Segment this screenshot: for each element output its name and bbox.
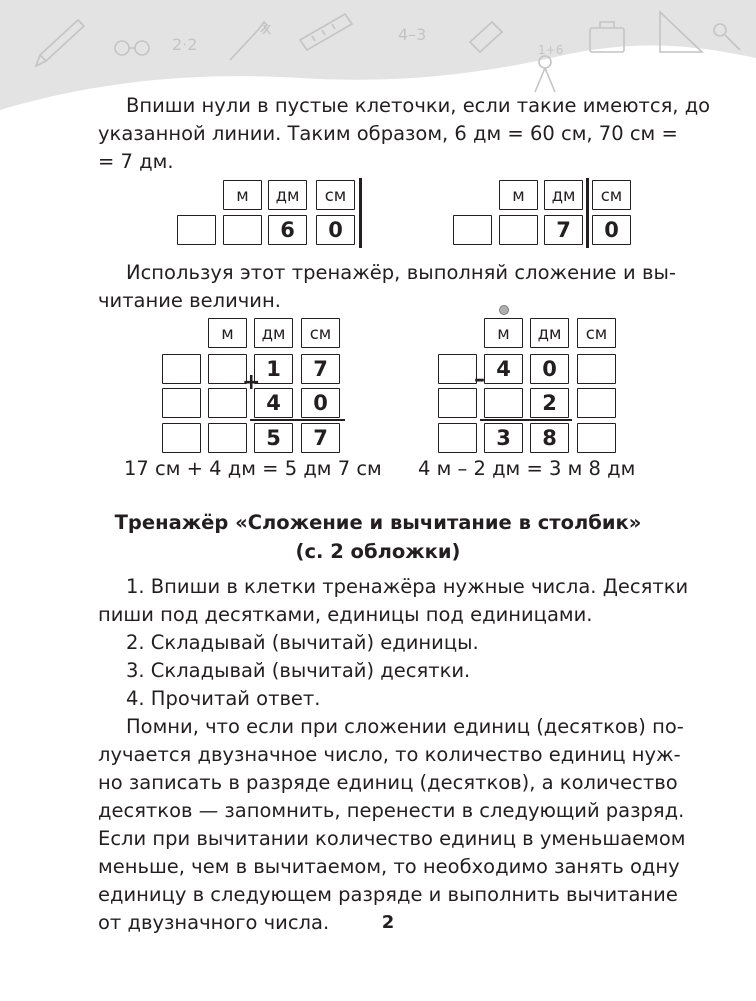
digit-cell [499,215,538,245]
digit-cell [162,388,201,418]
section-title [60,508,696,566]
doodle-text-2: x [262,19,272,38]
digit-cell [484,388,523,418]
trainer-line: читание величин. [98,289,281,312]
body-line: 3. Складывай (вычитай) десятки. [126,659,471,682]
section-title-line: Тренажёр «Сложение и вычитание в столбик» [114,511,642,534]
page-number: 2 [381,912,395,933]
body-line: 4. Прочитай ответ. [126,687,321,710]
trainer-line: Используя этот тренажёр, выполняй сложение и вы- [126,261,676,284]
body-line: лучается двузначное число, то количество единиц нуж- [98,743,681,766]
intro-line: Впиши нули в пустые клеточки, если такие имеются, до [126,94,711,117]
compass-icon [535,56,555,92]
unit-label-dm: дм [268,180,307,210]
trainer-paragraph [98,259,676,315]
digit-cell: 2 [530,388,569,418]
body-line: но записать в разряде единиц (десятков), а количество [98,771,678,794]
digit-cell: 7 [544,215,583,245]
boundary-line [359,178,362,248]
unit-label-m: м [223,180,262,210]
unit-label-cm: см [301,318,340,348]
unit-label-cm: см [577,318,616,348]
digit-cell: 5 [254,423,293,453]
digit-cell: 0 [530,354,569,384]
digit-cell [577,354,616,384]
unit-label-m: м [484,318,523,348]
intro-paragraph [98,92,711,176]
body-line: Если при вычитании количество единиц в уменьшаемом [98,827,686,850]
unit-label-dm: дм [530,318,569,348]
plus-sign: + [242,370,261,395]
unit-label-cm: см [316,180,355,210]
body-line: 2. Складывай (вычитай) единицы. [126,631,479,654]
digit-cell [177,215,216,245]
digit-cell: 4 [484,354,523,384]
digit-cell [162,354,201,384]
digit-cell: 0 [301,388,340,418]
unit-label-m: м [208,318,247,348]
unit-label-m: м [499,180,538,210]
doodle-text-3: 4–3 [398,25,427,44]
difference-line [480,419,572,421]
digit-cell [223,215,262,245]
digit-cell: 6 [268,215,307,245]
digit-cell: 7 [301,354,340,384]
digit-cell [438,388,477,418]
instructions-body [98,573,689,937]
doodle-text-1: 2·2 [172,35,198,54]
doodle-text-4: 1+6 [538,43,564,57]
intro-line: указанной линии. Таким образом, 6 дм = 60 см, 70 см = [98,122,678,145]
body-line: Помни, что если при сложении единиц (десятков) по- [126,715,684,738]
digit-cell: 7 [301,423,340,453]
digit-cell [577,423,616,453]
digit-cell: 0 [592,215,631,245]
digit-cell [453,215,492,245]
digit-cell: 4 [254,388,293,418]
body-line: пиши под десятками, единицы под единицами. [98,603,593,626]
digit-cell [162,423,201,453]
body-line: 1. Впиши в клетки тренажёра нужные числа. Десятки [126,575,689,598]
digit-cell [577,388,616,418]
body-line: десятков — запомнить, перенести в следующий разряд. [98,799,685,822]
unit-label-dm: дм [544,180,583,210]
section-title-line: (с. 2 обложки) [295,540,461,563]
digit-cell: 1 [254,354,293,384]
marker-dot [499,305,509,315]
digit-cell [208,423,247,453]
unit-label-dm: дм [254,318,293,348]
digit-cell: 3 [484,423,523,453]
digit-cell: 8 [530,423,569,453]
minus-sign: – [474,367,485,392]
body-line: от двузначного числа. [98,911,330,934]
subtraction-equation: 4 м – 2 дм = 3 м 8 дм [418,457,636,480]
unit-label-cm: см [592,180,631,210]
addition-equation: 17 см + 4 дм = 5 дм 7 см [124,457,382,480]
intro-line: = 7 дм. [98,150,174,173]
boundary-line [586,178,589,248]
digit-cell [438,354,477,384]
body-line: меньше, чем в вычитаемом, то необходимо занять одну [98,855,680,878]
body-line: единицу в следующем разряде и выполнить вычитание [98,883,678,906]
sum-line [250,419,345,421]
digit-cell: 0 [316,215,355,245]
digit-cell [438,423,477,453]
